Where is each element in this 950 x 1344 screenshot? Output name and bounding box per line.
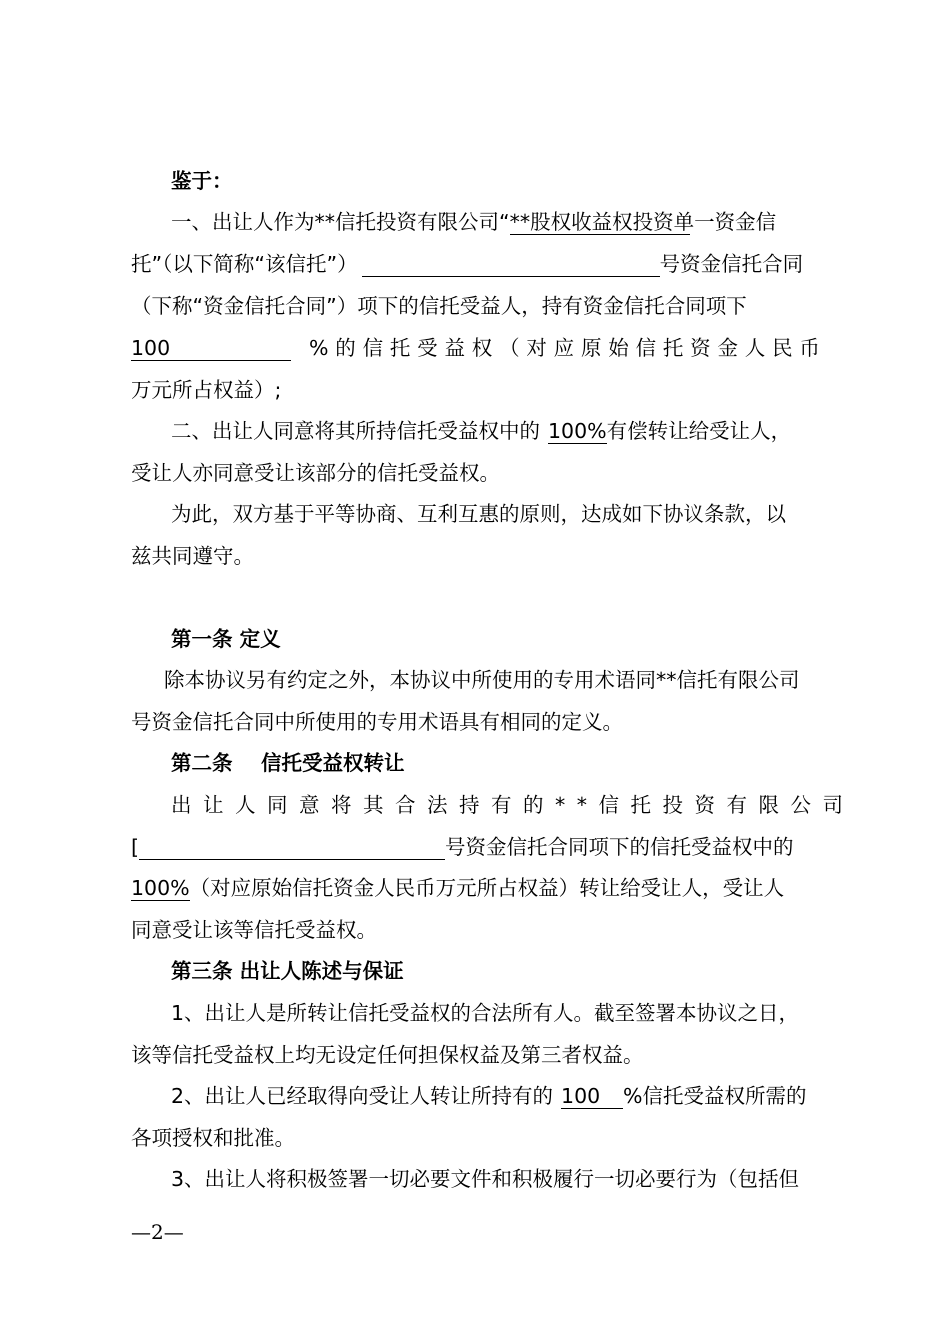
whereas-item1-line3: （下称“资金信托合同”）项下的信托受益人，持有资金信托合同项下 [131,294,747,318]
article1-line1: 除本协议另有约定之外，本协议中所使用的专用术语同**信托有限公司 [164,668,800,692]
whereas-item1-line4: 100 %的信托受益权（对应原始信托资金人民币 [131,336,827,360]
whereas-heading: 鉴于： [171,169,233,193]
contract-number-blank-2 [139,835,445,860]
article2-line2: [ 号资金信托合同项下的信托受益权中的 [131,835,794,859]
article2-title: 第二条 信托受益权转让 [171,751,405,775]
whereas-item2-line1: 二、出让人同意将其所持信托受益权中的 100%有偿转让给受让人， [171,419,792,443]
page-number: —2— [131,1220,184,1244]
percentage-blank: 100 [131,336,291,361]
article3-p2-line1: 2、出让人已经取得向受让人转让所持有的 100 %信托受益权所需的 [171,1084,807,1108]
whereas-item1-line1: 一、出让人作为**信托投资有限公司“**股权收益权投资单一资金信 [171,210,777,234]
whereas-item3-line2: 兹共同遵守。 [131,544,254,568]
trust-name-blank: **股权收益权投资单一资金信 [509,210,777,234]
contract-number-blank [362,252,660,277]
whereas-item1-line2: 托”（以下简称“该信托”） 号资金信托合同 [131,252,804,276]
article1-title: 第一条 定义 [171,627,281,651]
article3-p1-line1: 1、出让人是所转让信托受益权的合法所有人。截至签署本协议之日， [171,1001,800,1025]
transfer-ratio-blank: 100% [548,419,607,443]
article3-title: 第三条 出让人陈述与保证 [171,959,404,983]
authorized-ratio-blank: 100 [561,1084,623,1109]
article2-line3: 100%（对应原始信托资金人民币万元所占权益）转让给受让人，受让人 [131,876,785,900]
article1-line2: 号资金信托合同中所使用的专用术语具有相同的定义。 [131,710,623,734]
article3-p3-line1: 3、出让人将积极签署一切必要文件和积极履行一切必要行为（包括但 [171,1167,800,1191]
whereas-item3-line1: 为此，双方基于平等协商、互利互惠的原则，达成如下协议条款，以 [171,502,786,526]
article3-p2-line2: 各项授权和批准。 [131,1126,295,1150]
whereas-item1-line5: 万元所占权益）; [131,378,282,402]
transfer-ratio-blank-2: 100% [131,876,190,900]
article3-p1-line2: 该等信托受益权上均无设定任何担保权益及第三者权益。 [131,1043,644,1067]
whereas-item2-line2: 受让人亦同意受让该部分的信托受益权。 [131,461,500,485]
article2-line4: 同意受让该等信托受益权。 [131,918,377,942]
article2-line1: 出让人同意将其合法持有的**信托投资有限公司 [171,793,855,817]
